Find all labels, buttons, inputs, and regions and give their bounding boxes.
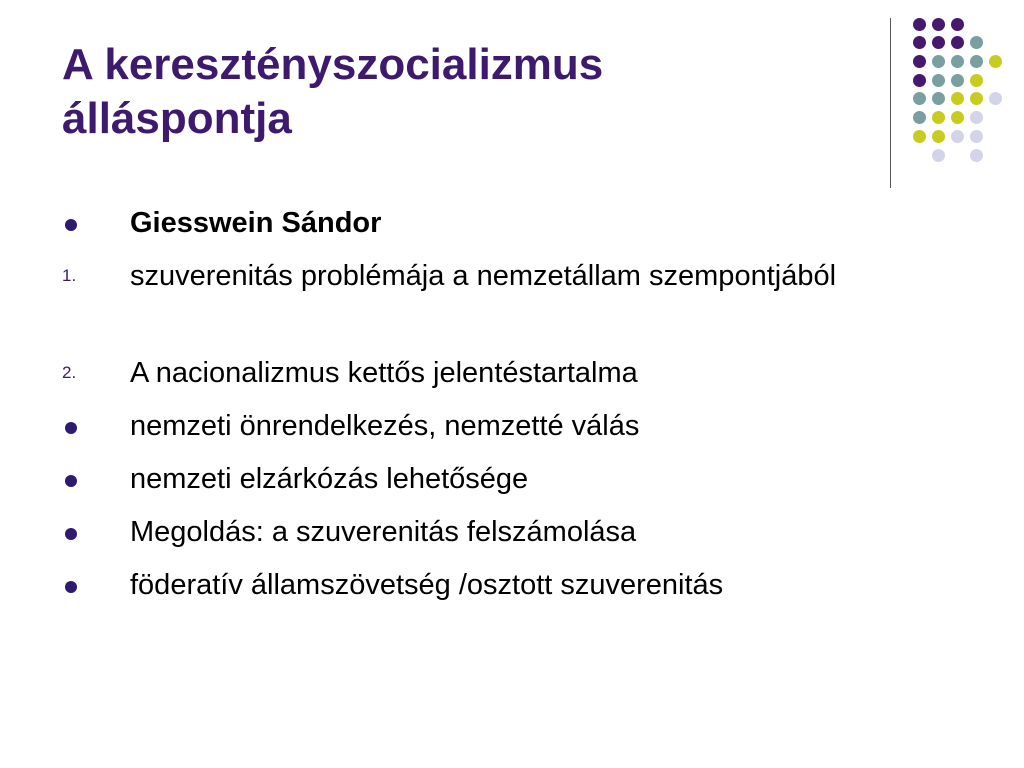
decorative-dot bbox=[951, 111, 964, 124]
list-item-text: Giesswein Sándor bbox=[130, 207, 382, 239]
decorative-dot bbox=[970, 36, 983, 49]
decorative-dot bbox=[970, 74, 983, 87]
decorative-dot bbox=[932, 74, 945, 87]
bullet-icon bbox=[62, 460, 102, 498]
list-item-text: szuverenitás problémája a nemzetállam szempontjából bbox=[130, 260, 837, 292]
decorative-dot bbox=[913, 18, 926, 31]
decorative-dot bbox=[951, 130, 964, 143]
list-item-text: A nacionalizmus kettős jelentéstartalma bbox=[130, 357, 638, 389]
decorative-dot bbox=[932, 92, 945, 105]
bullet-icon bbox=[62, 407, 102, 445]
decorative-dot bbox=[970, 92, 983, 105]
decorative-dot bbox=[932, 36, 945, 49]
list-number: 1. bbox=[62, 266, 77, 285]
decorative-dot bbox=[913, 74, 926, 87]
decorative-dot bbox=[970, 55, 983, 68]
decorative-dot bbox=[932, 149, 945, 162]
decorative-dot bbox=[932, 55, 945, 68]
decorative-dot bbox=[932, 18, 945, 31]
decorative-dot bbox=[989, 55, 1002, 68]
decorative-dot bbox=[951, 92, 964, 105]
decorative-dot-grid bbox=[0, 0, 1024, 200]
decorative-dot bbox=[932, 130, 945, 143]
bullet-icon bbox=[62, 513, 102, 551]
decorative-dot bbox=[913, 111, 926, 124]
decorative-dot bbox=[913, 55, 926, 68]
list-item-text: nemzeti önrendelkezés, nemzetté válás bbox=[130, 410, 640, 442]
slide-title-line-2: álláspontja bbox=[62, 94, 292, 143]
decorative-dot bbox=[913, 92, 926, 105]
list-item-text: nemzeti elzárkózás lehetősége bbox=[130, 463, 529, 495]
list-item-text: Megoldás: a szuverenitás felszámolása bbox=[130, 516, 637, 548]
decorative-dot bbox=[913, 130, 926, 143]
slide-title-line-1: A keresztényszocializmus bbox=[62, 40, 604, 89]
decorative-dot bbox=[951, 36, 964, 49]
decorative-dot bbox=[970, 130, 983, 143]
list-item-text: föderatív államszövetség /osztott szuverenitás bbox=[130, 569, 724, 601]
decorative-dot bbox=[913, 36, 926, 49]
decorative-dot bbox=[951, 55, 964, 68]
bullet-icon bbox=[62, 204, 102, 242]
decorative-dot bbox=[951, 18, 964, 31]
decorative-dot bbox=[970, 149, 983, 162]
list-number: 2. bbox=[62, 363, 77, 382]
decorative-dot bbox=[951, 74, 964, 87]
decorative-dot bbox=[932, 111, 945, 124]
bullet-icon bbox=[62, 566, 102, 604]
decorative-dot bbox=[989, 92, 1002, 105]
decorative-dot bbox=[970, 111, 983, 124]
